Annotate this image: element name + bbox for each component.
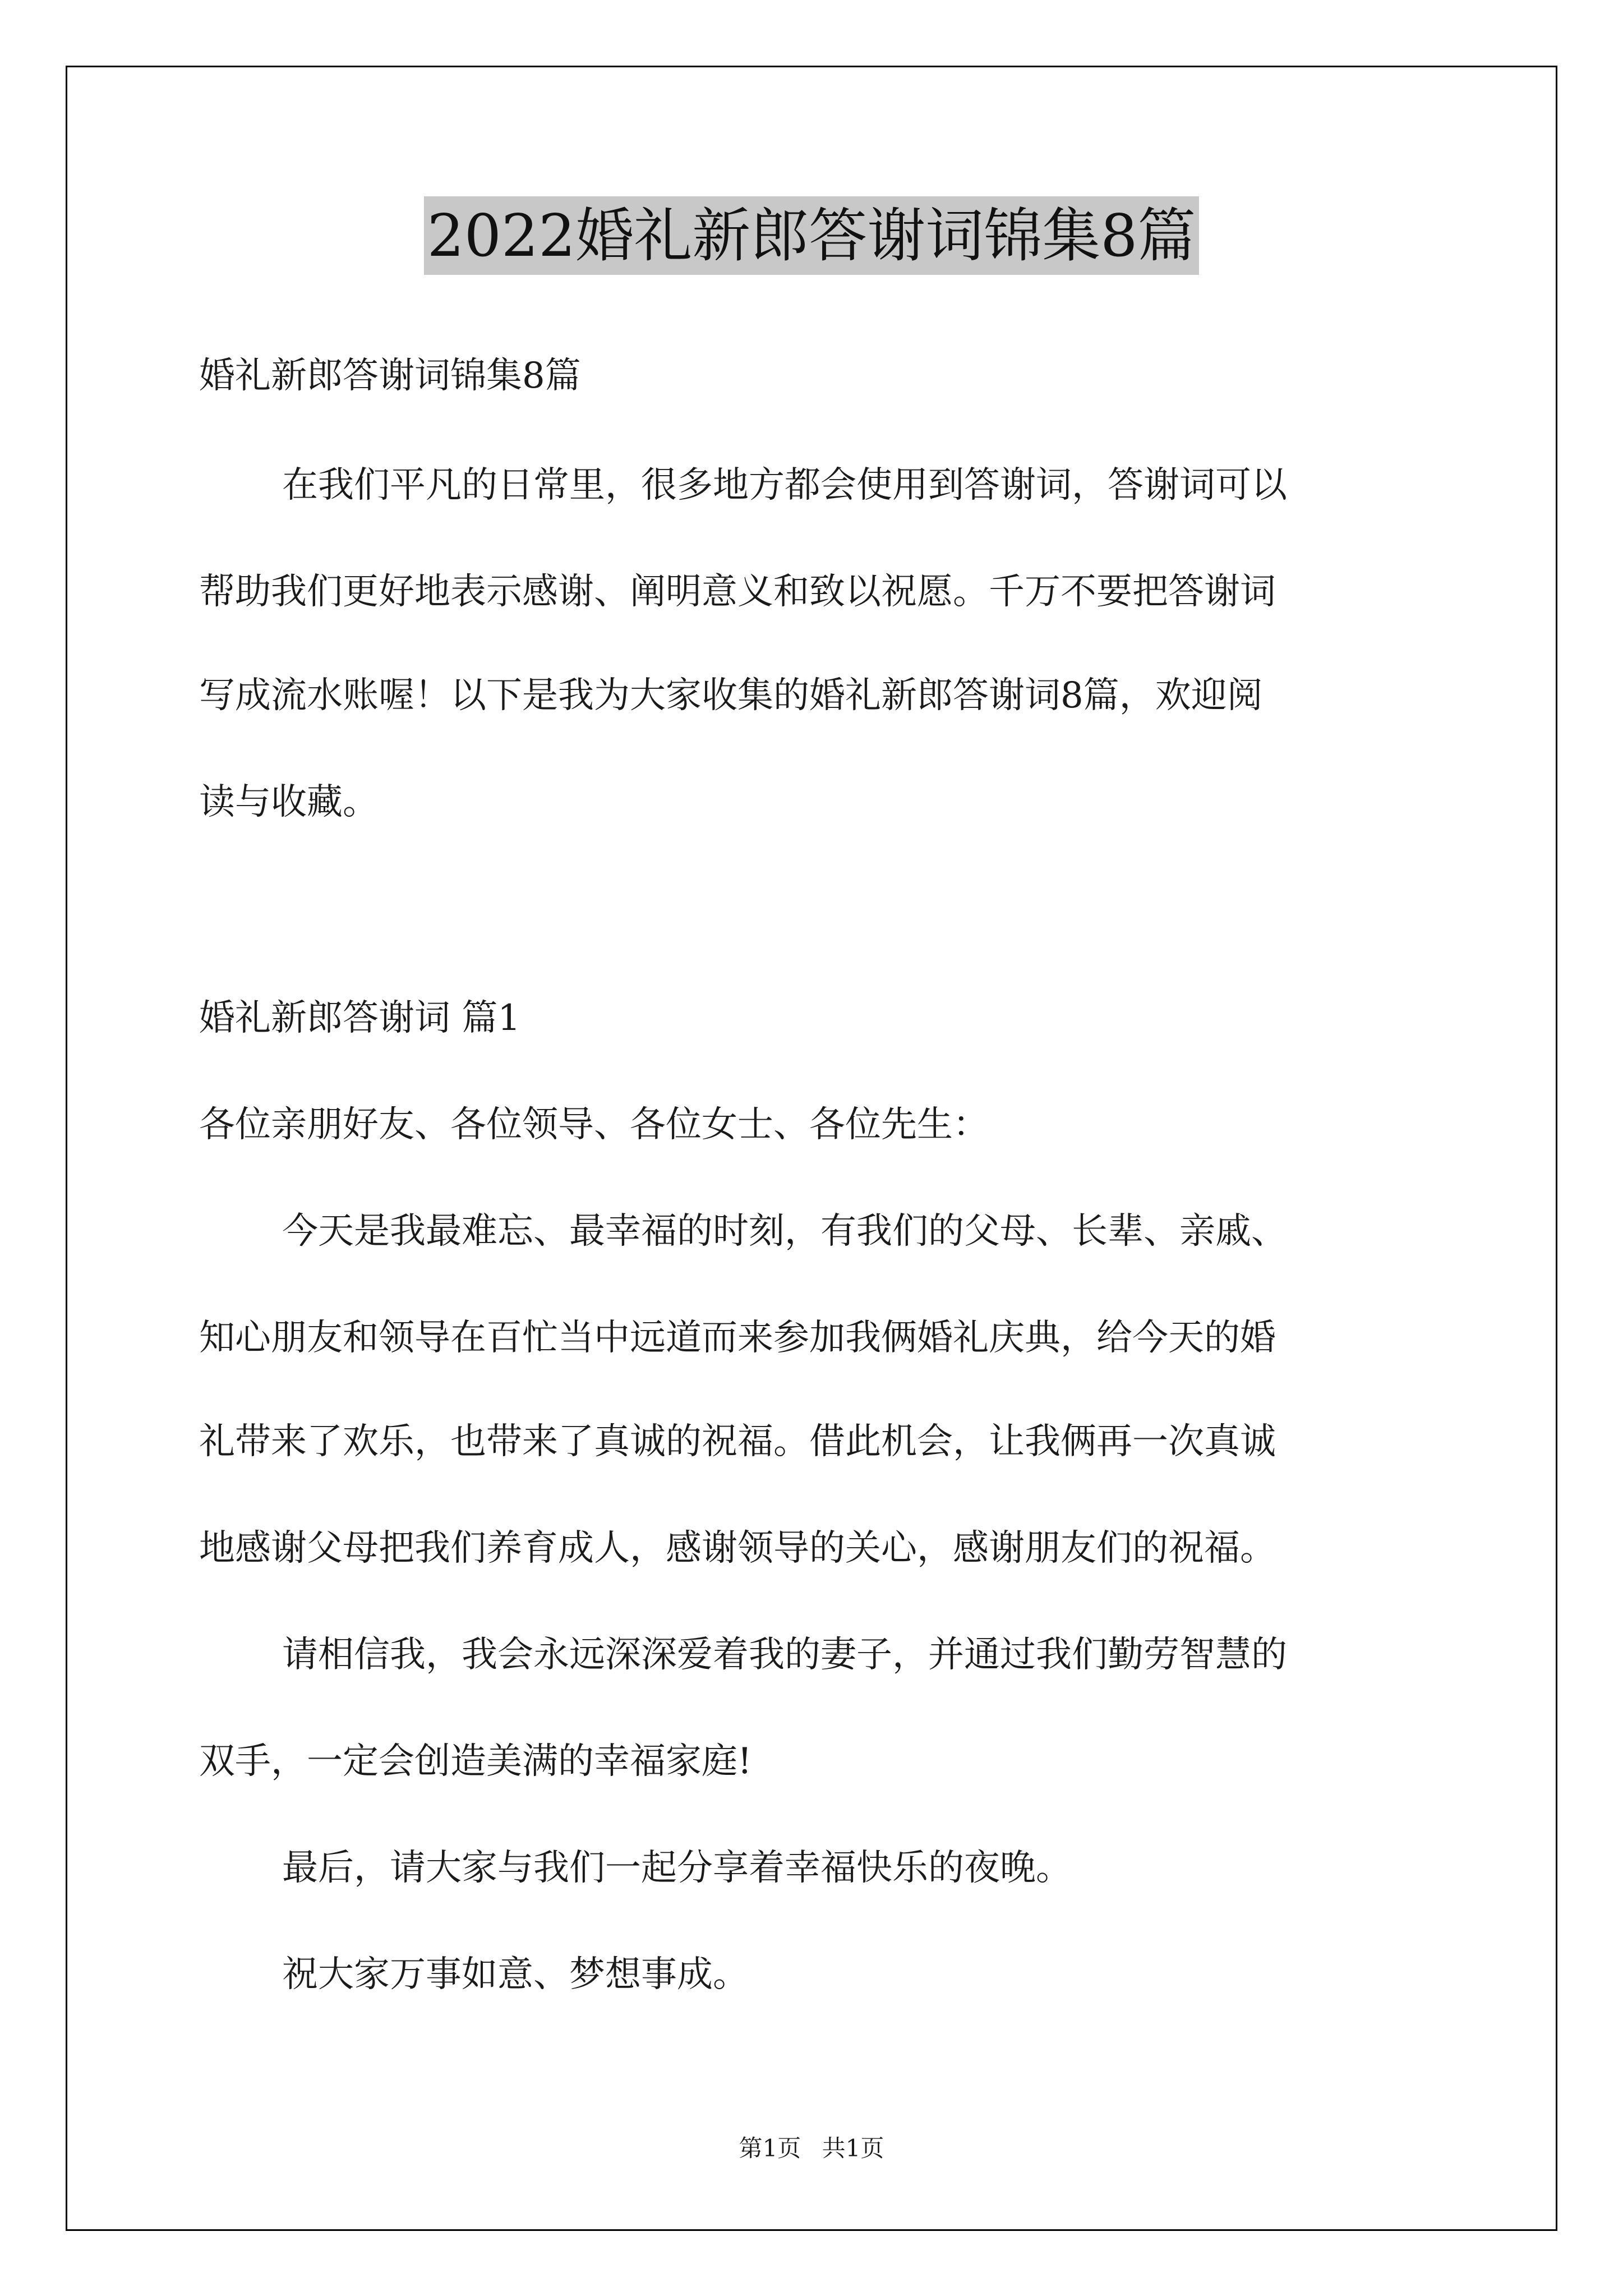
title-block xyxy=(0,196,1623,275)
page-number: 第1页 xyxy=(739,2134,801,2162)
body-line: 礼带来了欢乐，也带来了真诚的祝福。借此机会，让我俩再一次真诚 xyxy=(199,1421,1276,1462)
intro-line: 读与收藏。 xyxy=(199,781,379,823)
body-line: 双手，一定会创造美满的幸福家庭! xyxy=(199,1741,752,1782)
greeting-line: 各位亲朋好友、各位领导、各位女士、各位先生： xyxy=(199,1104,989,1145)
page-footer xyxy=(0,2132,1623,2165)
document-title: 2022婚礼新郎答谢词锦集8篇 xyxy=(424,196,1200,275)
body-line: 祝大家万事如意、梦想事成。 xyxy=(282,1954,749,1995)
body-line: 今天是我最难忘、最幸福的时刻，有我们的父母、长辈、亲戚、 xyxy=(282,1211,1287,1252)
intro-line: 帮助我们更好地表示感谢、阐明意义和致以祝愿。千万不要把答谢词 xyxy=(199,571,1276,613)
intro-line: 写成流水账喔！以下是我为大家收集的婚礼新郎答谢词8篇，欢迎阅 xyxy=(199,675,1263,716)
body-line: 地感谢父母把我们养育成人，感谢领导的关心，感谢朋友们的祝福。 xyxy=(199,1527,1276,1569)
intro-line: 在我们平凡的日常里，很多地方都会使用到答谢词，答谢词可以 xyxy=(282,464,1287,506)
section-heading: 婚礼新郎答谢词 篇1 xyxy=(199,997,521,1039)
body-line: 最后，请大家与我们一起分享着幸福快乐的夜晚。 xyxy=(282,1847,1072,1889)
document-subtitle: 婚礼新郎答谢词锦集8篇 xyxy=(199,355,581,397)
body-line: 知心朋友和领导在百忙当中远道而来参加我俩婚礼庆典，给今天的婚 xyxy=(199,1317,1276,1359)
page-total: 共1页 xyxy=(822,2134,884,2162)
body-line: 请相信我，我会永远深深爱着我的妻子，并通过我们勤劳智慧的 xyxy=(282,1634,1287,1676)
